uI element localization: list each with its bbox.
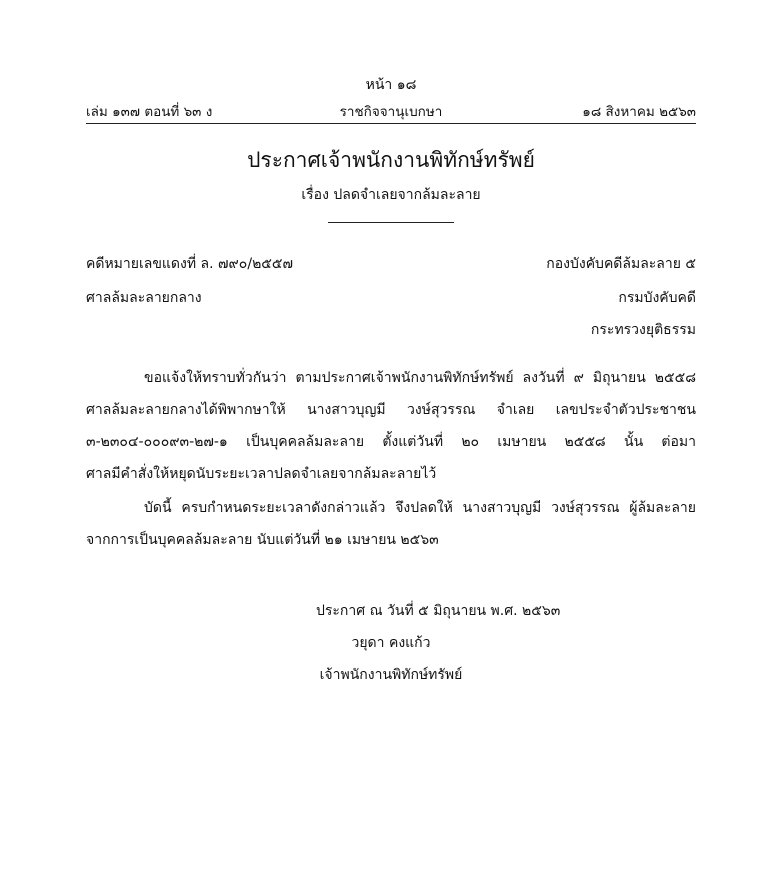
signer-name: วยุดา คงแก้ว [351,635,431,651]
body-paragraph-1 [86,362,696,490]
court-name: ศาลล้มละลายกลาง [86,290,202,306]
office-division: กองบังคับคดีล้มละลาย ๕ [546,256,696,272]
title-underline [328,222,454,223]
paragraph-line: บัดนี้ ครบกำหนดระยะเวลาดังกล่าวแล้ว จึงปลดให้ นางสาวบุญมี วงษ์สุวรรณ ผู้ล้มละลาย [144,500,696,516]
office-department: กรมบังคับคดี [618,290,696,306]
gazette-volume-info: เล่ม ๑๓๗ ตอนที่ ๖๓ ง [86,104,213,120]
signer-position: เจ้าพนักงานพิทักษ์ทรัพย์ [319,667,463,683]
case-number: คดีหมายเลขแดงที่ ล. ๗๙๐/๒๕๕๗ [86,256,294,272]
paragraph-line: ขอแจ้งให้ทราบทั่วกันว่า ตามประกาศเจ้าพนักงานพิทักษ์ทรัพย์ ลงวันที่ ๙ มิถุนายน ๒๕๕๘ [144,370,696,386]
paragraph-line: ศาลล้มละลายกลางได้พิพากษาให้ นางสาวบุญมี วงษ์สุวรรณ จำเลย เลขประจำตัวประชาชน [86,402,696,418]
header-divider [86,123,696,124]
body-paragraph-2 [86,492,696,556]
announcement-title: ประกาศเจ้าพนักงานพิทักษ์ทรัพย์ [247,148,535,172]
paragraph-line: จากการเป็นบุคคลล้มละลาย นับแต่วันที่ ๒๑ เมษายน ๒๕๖๓ [86,532,439,548]
announcement-subject: เรื่อง ปลดจำเลยจากล้มละลาย [301,187,481,203]
page-number: หน้า ๑๘ [365,77,417,93]
gazette-name: ราชกิจจานุเบกษา [339,104,443,120]
announcement-date: ประกาศ ณ วันที่ ๕ มิถุนายน พ.ศ. ๒๕๖๓ [316,603,561,619]
office-ministry: กระทรวงยุติธรรม [590,322,696,338]
gazette-date: ๑๘ สิงหาคม ๒๕๖๓ [582,104,696,120]
paragraph-line: ๓-๒๓๐๔-๐๐๐๙๓-๒๗-๑ เป็นบุคคลล้มละลาย ตั้งแต่วันที่ ๒๐ เมษายน ๒๕๕๘ นั้น ต่อมา [86,434,696,450]
paragraph-line: ศาลมีคำสั่งให้หยุดนับระยะเวลาปลดจำเลยจากล้มละลายไว้ [86,466,437,482]
